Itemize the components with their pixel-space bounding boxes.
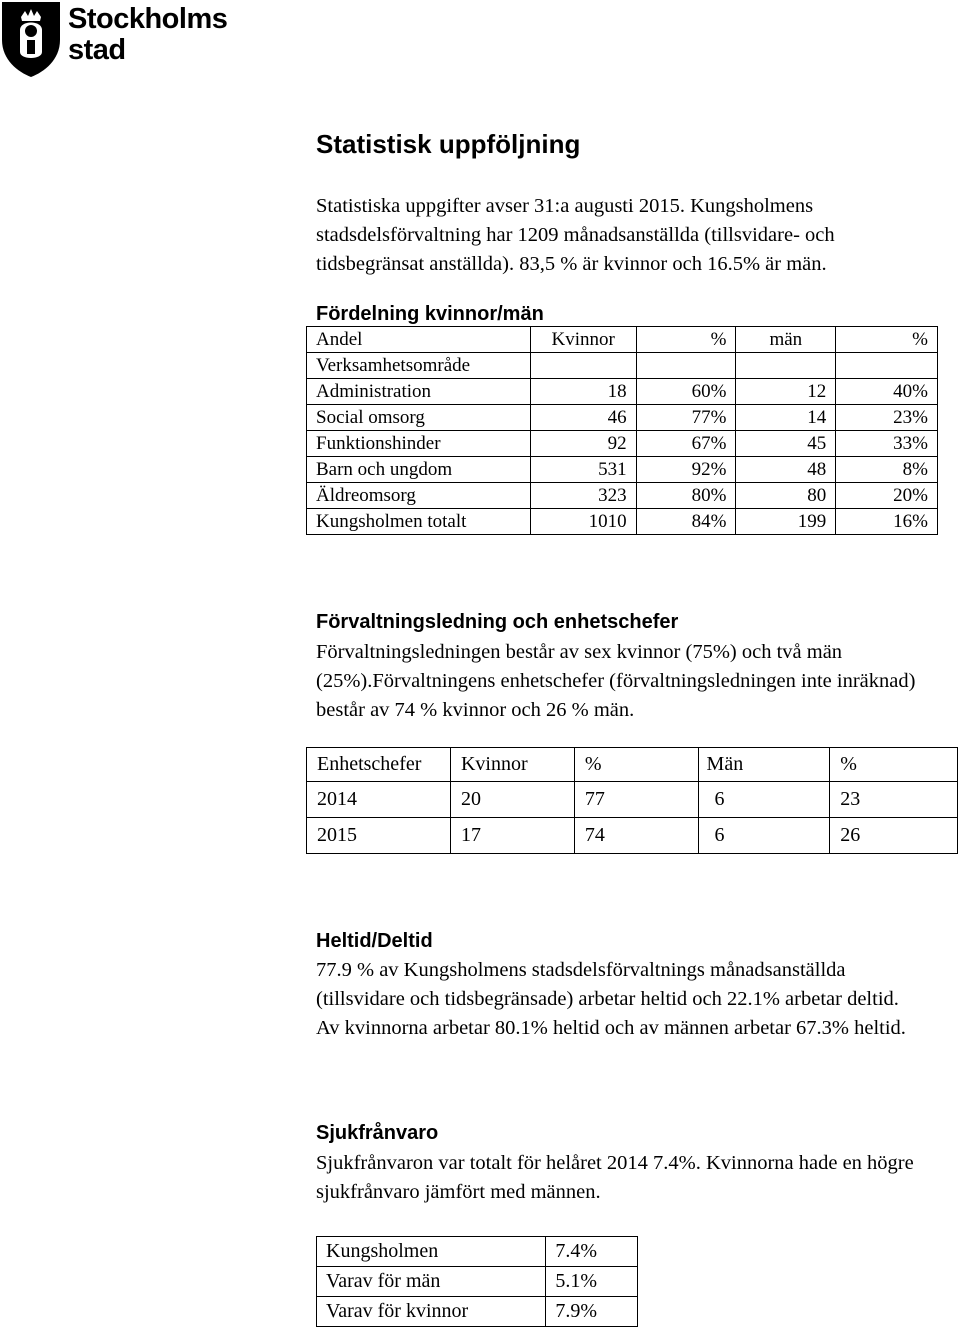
- logo-line-2: stad: [68, 34, 126, 66]
- table-cell: 46: [530, 405, 636, 431]
- table-cell: 84%: [636, 509, 736, 535]
- table-cell: Varav för män: [317, 1267, 546, 1297]
- empty-cell: [530, 353, 636, 379]
- table-cell: 67%: [636, 431, 736, 457]
- table-cell: 92: [530, 431, 636, 457]
- table-cell: 77%: [636, 405, 736, 431]
- subheader-cell: Verksamhetsområde: [307, 353, 531, 379]
- table-cell: 80: [736, 483, 836, 509]
- heltid-text: 77.9 % av Kungsholmens stadsdelsförvaltnings månadsanställda (tillsvidare och tidsbegränsade) arbetar heltid och 22.1% arbetar deltid. Av kvinnorna arbetar 80.1% heltid och av männen arbetar 67.3% heltid.: [316, 959, 906, 1040]
- table-cell: 23: [830, 782, 958, 818]
- table-cell: 92%: [636, 457, 736, 483]
- table-cell: 1010: [530, 509, 636, 535]
- table-cell: 6: [698, 782, 830, 818]
- page-title: Statistisk uppföljning: [316, 129, 581, 159]
- table-header-row: [307, 327, 938, 353]
- table-row: [307, 483, 938, 509]
- table-row: [307, 509, 938, 535]
- table-subheader-row: [307, 353, 938, 379]
- table-cell: 2015: [307, 818, 451, 854]
- header-cell: %: [574, 748, 698, 782]
- table-cell: 16%: [836, 509, 938, 535]
- sjuk-text: Sjukfrånvaron var totalt för helåret 2014 7.4%. Kvinnorna hade en högre sjukfrånvaro jämfört med männen.: [316, 1152, 914, 1204]
- sjuk-table: [316, 1236, 638, 1327]
- table-cell: 8%: [836, 457, 938, 483]
- ledning-text: Förvaltningsledningen består av sex kvinnor (75%) och två män (25%).Förvaltningens enhetschefer (förvaltningsledningen inte inräknad) består av 74 % kvinnor och 26 % män.: [316, 641, 916, 722]
- table-cell: 12: [736, 379, 836, 405]
- header-cell: Män: [698, 748, 830, 782]
- table-cell: Social omsorg: [307, 405, 531, 431]
- table-cell: 23%: [836, 405, 938, 431]
- table-cell: 7.9%: [546, 1297, 638, 1327]
- table-row: [307, 782, 958, 818]
- table-cell: Äldreomsorg: [307, 483, 531, 509]
- header-cell: Andel: [307, 327, 531, 353]
- fordelning-heading: Fördelning kvinnor/män: [316, 303, 544, 325]
- table-cell: 48: [736, 457, 836, 483]
- header-cell: män: [736, 327, 836, 353]
- table-cell: 74: [574, 818, 698, 854]
- table-cell: 20: [450, 782, 574, 818]
- table-cell: Kungsholmen totalt: [307, 509, 531, 535]
- table-cell: 20%: [836, 483, 938, 509]
- table-row: [317, 1297, 638, 1327]
- empty-cell: [836, 353, 938, 379]
- empty-cell: [636, 353, 736, 379]
- table-cell: 40%: [836, 379, 938, 405]
- header-cell: %: [830, 748, 958, 782]
- enhetschefer-table: [306, 747, 958, 854]
- stockholm-logo: [0, 0, 230, 80]
- table-cell: Barn och ungdom: [307, 457, 531, 483]
- logo-line-1: Stockholms: [68, 3, 228, 35]
- header-cell: Kvinnor: [530, 327, 636, 353]
- table-cell: Funktionshinder: [307, 431, 531, 457]
- table-cell: 26: [830, 818, 958, 854]
- table-cell: 33%: [836, 431, 938, 457]
- table-row: [307, 818, 958, 854]
- ledning-heading: Förvaltningsledning och enhetschefer: [316, 611, 679, 633]
- header-cell: %: [636, 327, 736, 353]
- table-cell: 77: [574, 782, 698, 818]
- table-cell: 17: [450, 818, 574, 854]
- table-row: [307, 457, 938, 483]
- header-cell: Kvinnor: [450, 748, 574, 782]
- table-cell: 2014: [307, 782, 451, 818]
- table-cell: 80%: [636, 483, 736, 509]
- table-cell: 7.4%: [546, 1237, 638, 1267]
- table-cell: 60%: [636, 379, 736, 405]
- table-row: [317, 1237, 638, 1267]
- fordelning-table: [306, 326, 938, 535]
- table-row: [307, 405, 938, 431]
- table-cell: 531: [530, 457, 636, 483]
- intro-text: Statistiska uppgifter avser 31:a augusti 2015. Kungsholmens stadsdelsförvaltning har 1209 månadsanställda (tillsvidare- och tidsbegränsat anställda). 83,5 % är kvinnor och 16.5% är män.: [316, 195, 835, 276]
- header-cell: %: [836, 327, 938, 353]
- table-row: [307, 379, 938, 405]
- table-cell: 323: [530, 483, 636, 509]
- table-cell: 5.1%: [546, 1267, 638, 1297]
- table-header-row: [307, 748, 958, 782]
- table-cell: Varav för kvinnor: [317, 1297, 546, 1327]
- table-cell: 18: [530, 379, 636, 405]
- table-row: [307, 431, 938, 457]
- table-cell: 6: [698, 818, 830, 854]
- header-cell: Enhetschefer: [307, 748, 451, 782]
- table-row: [317, 1267, 638, 1297]
- crest-icon: [0, 0, 62, 78]
- sjuk-heading: Sjukfrånvaro: [316, 1122, 439, 1144]
- empty-cell: [736, 353, 836, 379]
- table-cell: Administration: [307, 379, 531, 405]
- table-cell: 14: [736, 405, 836, 431]
- heltid-heading: Heltid/Deltid: [316, 930, 433, 952]
- table-cell: Kungsholmen: [317, 1237, 546, 1267]
- table-cell: 199: [736, 509, 836, 535]
- table-cell: 45: [736, 431, 836, 457]
